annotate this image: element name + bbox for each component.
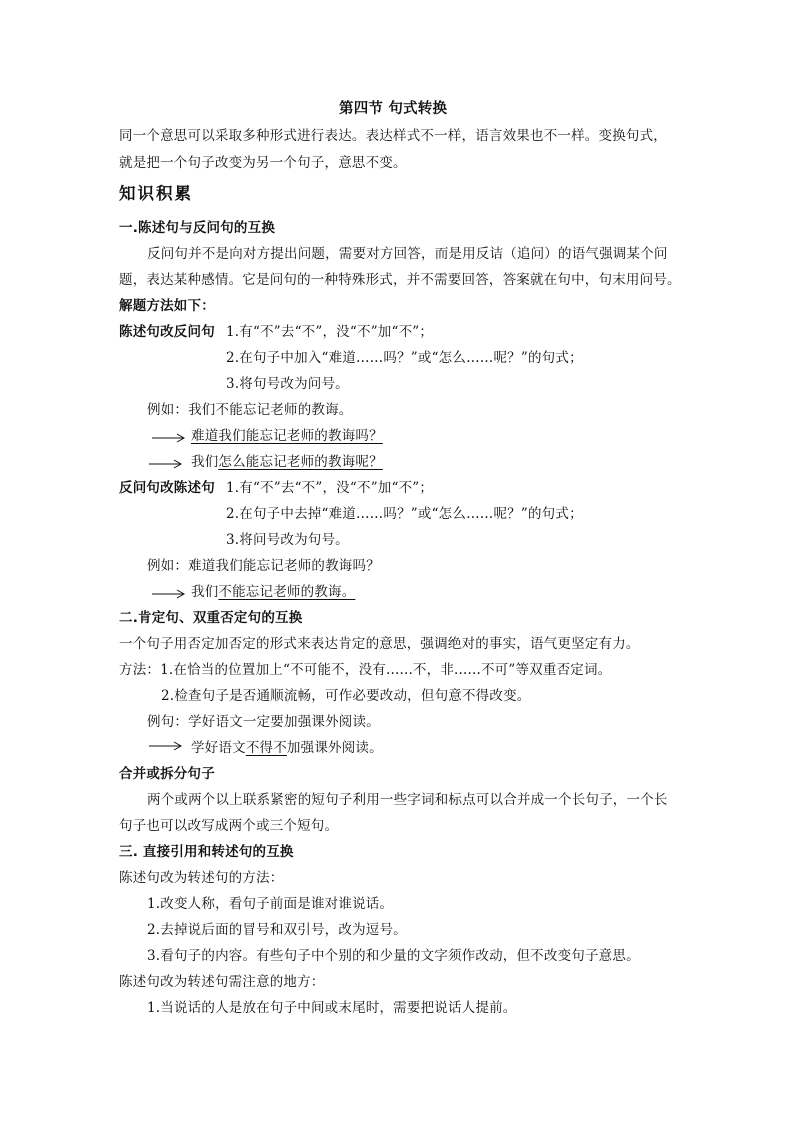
decl-step-2: 2.在句子中加入“难道……吗？”或“怎么……呢？”的句式；: [226, 350, 583, 366]
section4-heading: 三. 直接引用和转述句的互换: [119, 844, 294, 860]
example-1-rewrite-a: 难道我们能忘记老师的教诲吗？: [191, 428, 383, 444]
example-1-rewrite-b: [191, 453, 383, 471]
example-1-rewrite-b-prefix: 我们: [191, 454, 219, 470]
section3-para-line-1: 两个或两个以上联系紧密的短句子利用一些字词和标点可以合并成一个长句子，一个长: [147, 792, 668, 808]
example-1-rewrite-b-underlined: 怎么能忘记老师的教诲呢？: [218, 454, 383, 470]
section2-para: 一个句子用否定加否定的形式来表达肯定的意思，强调绝对的事实，语气更坚定有力。: [119, 636, 640, 652]
section2-rewrite-prefix: 学好语文: [191, 740, 246, 756]
section4-notice-label: 陈述句改为转述句需注意的地方：: [119, 974, 325, 990]
section2-method-1: 方法：1.在恰当的位置加上“不可能不，没有......不，非......不可”等双重否定词。: [119, 662, 612, 678]
section3-heading: 合并或拆分句子: [119, 766, 215, 782]
rhet-to-decl-label: 反问句改陈述句: [119, 480, 215, 496]
decl-to-rhet-label: 陈述句改反问句: [119, 324, 215, 340]
section3-para-line-2: 句子也可以改写成两个或三个短句。: [119, 818, 339, 834]
example-2-rewrite: [191, 583, 355, 601]
section4-step-2: 2.去掉说后面的冒号和双引号，改为逗号。: [147, 922, 407, 938]
section1-heading: 一.陈述句与反问句的互换: [119, 220, 276, 236]
section4-step-3: 3.看句子的内容。有些句子中个别的和少量的文字须作改动，但不改变句子意思。: [147, 948, 640, 964]
intro-line-2: 就是把一个句子改变为另一个句子，意思不变。: [119, 155, 407, 171]
example-2-rewrite-prefix: 我们: [191, 584, 219, 600]
section1-para-line-2: 题，表达某种感情。它是问句的一种特殊形式，并不需要回答，答案就在句中，句末用问号。: [119, 272, 681, 288]
rhet-step-2: 2.在句子中去掉“难道……吗？”或“怎么……呢？”的句式；: [226, 506, 583, 522]
section2-rewrite-suffix: 加强课外阅读。: [286, 740, 383, 756]
page-title: 第四节 句式转换: [339, 101, 448, 117]
example-2: 例如：难道我们能忘记老师的教诲吗？: [147, 558, 380, 574]
right-arrow-icon: [149, 459, 183, 469]
section2-heading: 二.肯定句、双重否定句的互换: [119, 610, 303, 626]
intro-line-1: 同一个意思可以采取多种形式进行表达。表达样式不一样，语言效果也不一样。变换句式，: [119, 128, 667, 144]
section2-example-rewrite: [191, 739, 383, 757]
right-arrow-icon: [152, 589, 186, 599]
section2-rewrite-underlined: 不得不: [245, 740, 287, 756]
section4-notice-step-1: 1.当说话的人是放在句子中间或末尾时，需要把说话人提前。: [147, 1000, 517, 1016]
section2-example: 例句：学好语文一定要加强课外阅读。: [147, 714, 380, 730]
section4-method-label: 陈述句改为转述句的方法：: [119, 870, 284, 886]
decl-step-1: 1.有“不”去“不”，没“不”加“不”；: [226, 324, 434, 340]
example-1: 例如：我们不能忘记老师的教诲。: [147, 402, 353, 418]
section4-step-1: 1.改变人称，看句子前面是谁对谁说话。: [147, 896, 394, 912]
method-label: 解题方法如下：: [119, 298, 215, 314]
decl-step-3: 3.将句号改为问号。: [226, 376, 349, 392]
section2-method-2: 2.检查句子是否通顺流畅，可作必要改动，但句意不得改变。: [161, 688, 531, 704]
knowledge-heading: 知识积累: [119, 184, 193, 203]
right-arrow-icon: [149, 741, 183, 751]
rhet-step-3: 3.将问号改为句号。: [226, 532, 349, 548]
right-arrow-icon: [152, 433, 186, 443]
rhet-step-1: 1.有“不”去“不”，没“不”加“不”；: [226, 480, 434, 496]
example-2-rewrite-underlined: 不能忘记老师的教诲。: [218, 584, 356, 600]
section1-para-line-1: 反问句并不是向对方提出问题，需要对方回答，而是用反诘（追问）的语气强调某个问: [147, 246, 668, 262]
